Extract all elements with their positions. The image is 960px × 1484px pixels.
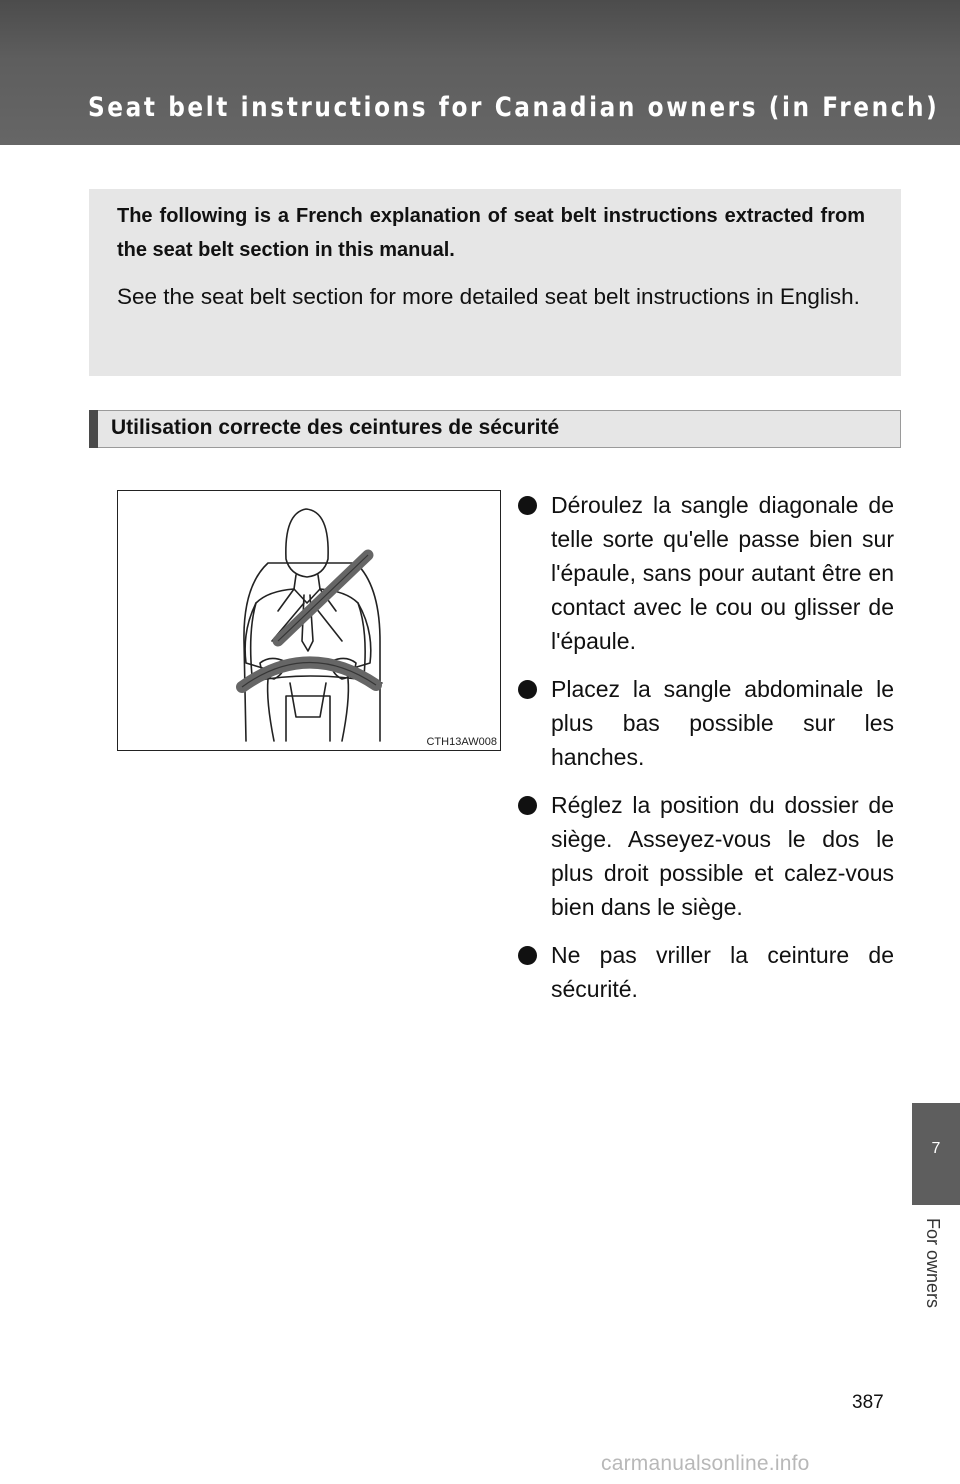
list-item <box>518 788 894 924</box>
page-title: Seat belt instructions for Canadian owners (in French) <box>88 92 940 123</box>
list-item <box>518 488 894 658</box>
figure-code: CTH13AW008 <box>426 736 497 748</box>
header-band <box>0 0 960 145</box>
section-heading-label: Utilisation correcte des ceintures de sécurité <box>111 416 560 439</box>
bullet-icon <box>518 680 537 699</box>
section-heading <box>89 410 901 448</box>
list-item-text: Réglez la position du dossier de siège. Asseyez-vous le dos le plus droit possible et calez-vous bien dans le siège. <box>551 792 894 920</box>
watermark: carmanualsonline.info <box>601 1452 810 1475</box>
bullet-icon <box>518 496 537 515</box>
page-number: 387 <box>852 1392 884 1413</box>
list-item-text: Placez la sangle abdominale le plus bas possible sur les hanches. <box>551 676 894 770</box>
intro-normal-text: See the seat belt section for more detailed seat belt instructions in English. <box>117 284 860 309</box>
chapter-name: For owners <box>923 1218 943 1309</box>
intro-bold-text: The following is a French explanation of seat belt instructions extracted from the seat belt section in this manual. <box>117 205 865 261</box>
list-item-text: Ne pas vriller la ceinture de sécurité. <box>551 942 894 1002</box>
seat-belt-illustration <box>117 490 501 751</box>
chapter-number: 7 <box>931 1140 941 1157</box>
list-item-text: Déroulez la sangle diagonale de telle sorte qu'elle passe bien sur l'épaule, sans pour autant être en contact avec le cou ou glisser de l'épaule. <box>551 492 894 654</box>
bullet-icon <box>518 946 537 965</box>
instruction-list <box>518 488 894 1020</box>
section-heading-bar <box>89 410 98 448</box>
list-item <box>518 938 894 1006</box>
bullet-icon <box>518 796 537 815</box>
list-item <box>518 672 894 774</box>
seated-person-illustration <box>118 491 501 751</box>
